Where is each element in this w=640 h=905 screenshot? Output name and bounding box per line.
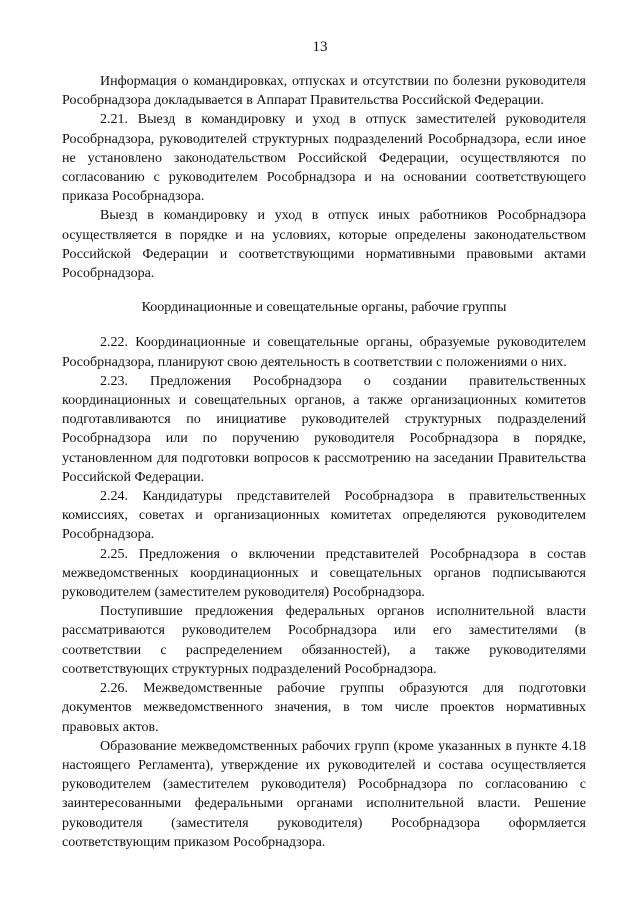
paragraph-received-proposals: Поступившие предложения федеральных органов исполнительной власти рассматриваются руководителем Рособрнадзора или его заместителями (в соответствии с распределением обязанностей), а также руководителями соответствующих структурных подразделений Рособрнадзора. [62,604,586,677]
paragraph-2-23: 2.23. Предложения Рособрнадзора о создании правительственных координационных и совещательных органов, а также организационных комитетов подготавливаются по инициативе руководителей структурных подразделений Рособрнадзора или по поручению руководителя Рособрнадзора в порядке, установленном для подготовки вопросов к рассмотрению на заседании Правительства Российской Федерации. [62,373,586,485]
section-heading: Координационные и совещательные органы, рабочие группы [141,300,507,316]
document-body [62,72,586,852]
paragraph-working-groups-formation: Образование межведомственных рабочих групп (кроме указанных в пункте 4.18 настоящего Регламента), утверждение их руководителей и состава осуществляется руководителем (заместителем руководителя) Рособрнадзора по согласованию с заинтересованными федеральными органами исполнительной власти. Решение руководителя (заместителя руководителя) Рособрнадзора оформляется соответствующим приказом Рособрнадзора. [62,738,586,850]
paragraph-info-absence: Информация о командировках, отпусках и отсутствии по болезни руководителя Рособрнадзора докладывается в Аппарат Правительства Российской Федерации. [62,74,586,109]
paragraph-2-24: 2.24. Кандидатуры представителей Рособрнадзора в правительственных комиссиях, советах и организационных комитетах определяются руководителем Рособрнадзора. [62,489,586,543]
paragraph-other-employees-travel: Выезд в командировку и уход в отпуск иных работников Рособрнадзора осуществляется в порядке и на условиях, которые определены законодательством Российской Федерации и соответствующими нормативными правовыми актами Рособрнадзора. [62,208,586,282]
paragraph-2-22: 2.22. Координационные и совещательные органы, образуемые руководителем Рособрнадзора, планируют свою деятельность в соответствии с положениями о них. [62,335,586,370]
paragraph-2-21: 2.21. Выезд в командировку и уход в отпуск заместителей руководителя Рособрнадзора, руководителей структурных подразделений Рособрнадзора, если иное не установлено законодательством Российской Федерации, осуществляются по согласованию с руководителем Рособрнадзора и на основании соответствующего приказа Рособрнадзора. [62,112,586,205]
paragraph-2-25: 2.25. Предложения о включении представителей Рособрнадзора в состав межведомственных координационных и совещательных органов подписываются руководителем (заместителем руководителя) Рособрнадзора. [62,546,586,601]
paragraph-2-26: 2.26. Межведомственные рабочие группы образуются для подготовки документов межведомственного значения, в том числе проектов нормативных правовых актов. [62,681,586,735]
page-number: 13 [312,39,328,55]
